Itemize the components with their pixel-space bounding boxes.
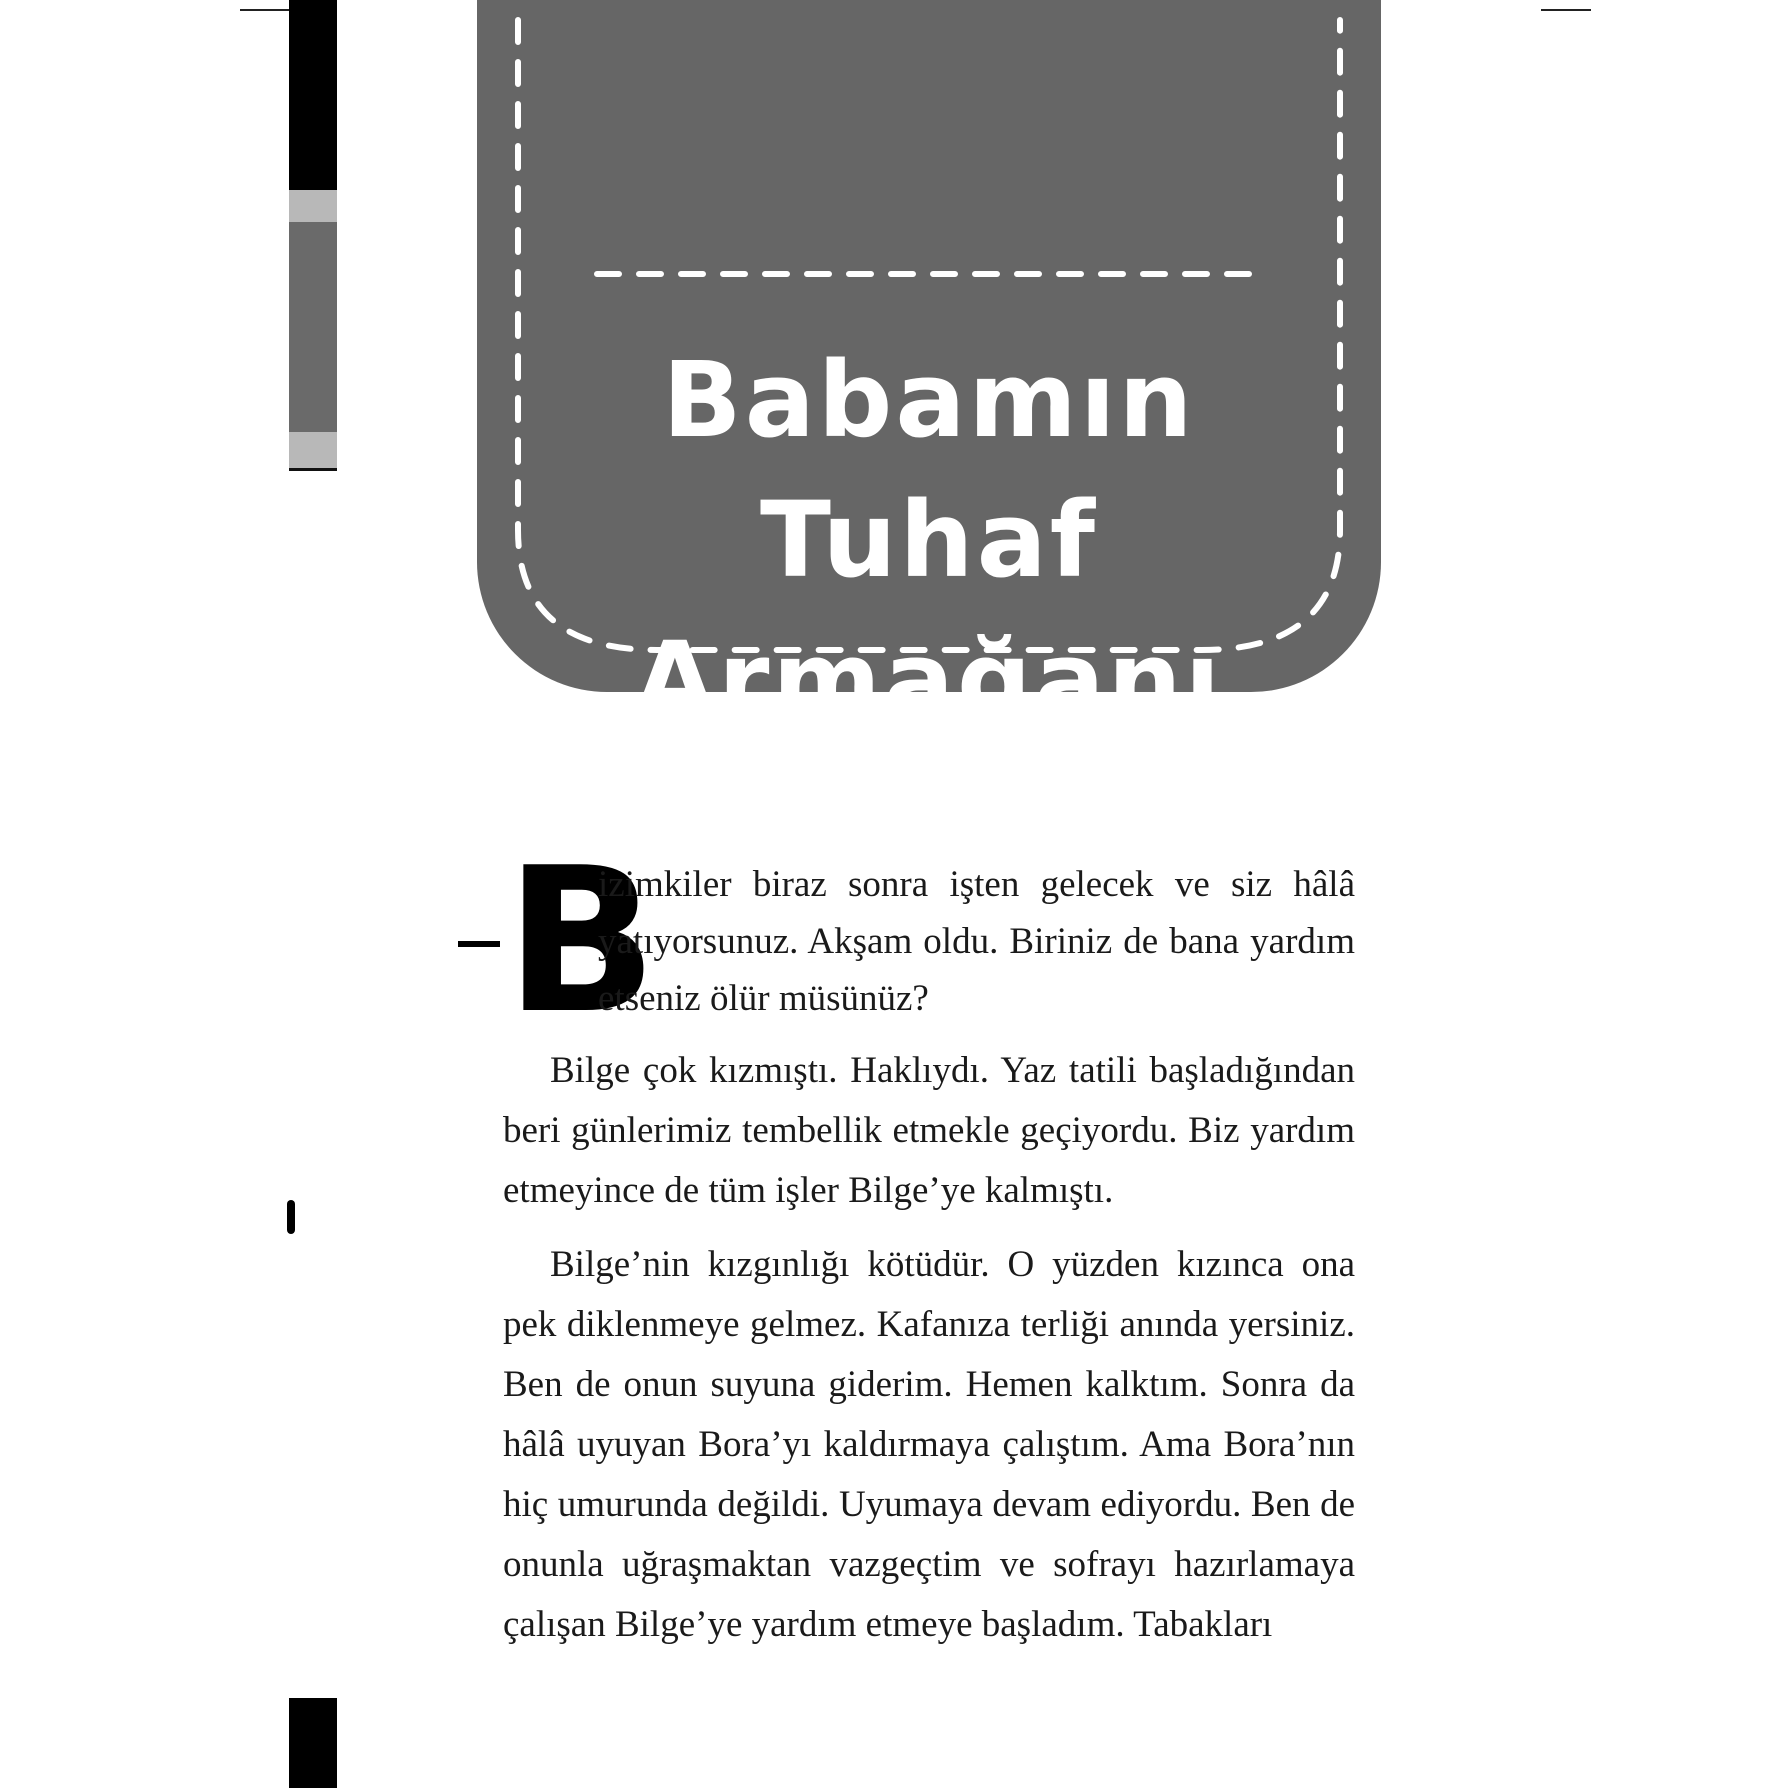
adjacent-page-ink-mark — [287, 1200, 295, 1234]
crop-mark-top-left — [240, 9, 290, 11]
body-text — [503, 856, 1355, 1655]
chapter-title — [477, 330, 1381, 750]
crop-mark-top-right — [1541, 9, 1591, 11]
adjacent-page-edge-bottom — [289, 1698, 337, 1788]
chapter-title-tab — [477, 0, 1381, 741]
chapter-title-line-1: Babamın Tuhaf — [662, 339, 1196, 601]
paragraph-2: Bilge çok kızmıştı. Haklıydı. Yaz tatili başladığından beri günlerimiz tembellik etmekle geçiyordu. Biz yardım etmeyince de tüm işler Bilge’ye kalmıştı. — [503, 1050, 1355, 1211]
drop-cap: B — [505, 825, 658, 1058]
adjacent-page-band-dark — [289, 222, 337, 432]
paragraph-3: Bilge’nin kızgınlığı kötüdür. O yüzden kızınca ona pek diklenmeye gelmez. Kafanıza terliği anında yersiniz. Ben de onun suyuna giderim. Hemen kalktım. Sonra da hâlâ uyuyan Bora’yı kaldırmaya çalıştım. Ama Bora’nın hiç umurunda değildi. Uyumaya devam ediyordu. Ben de onunla uğraşmaktan vazgeçtim ve sofrayı hazırlamaya çalışan Bilge’ye yardım etmeye başladım. Tabakları — [503, 1244, 1355, 1645]
paragraph-1: izimkiler biraz sonra işten gelecek ve siz hâlâ yatıyorsunuz. Akşam oldu. Biriniz de bana yardım etseniz ölür müsünüz? — [598, 864, 1355, 1019]
adjacent-page-edge — [289, 0, 337, 190]
dialogue-dash — [458, 941, 500, 947]
chapter-title-line-2: Armağanı — [634, 619, 1224, 741]
adjacent-page-band-light-bottom — [289, 432, 337, 471]
adjacent-page-band-light — [289, 190, 337, 222]
